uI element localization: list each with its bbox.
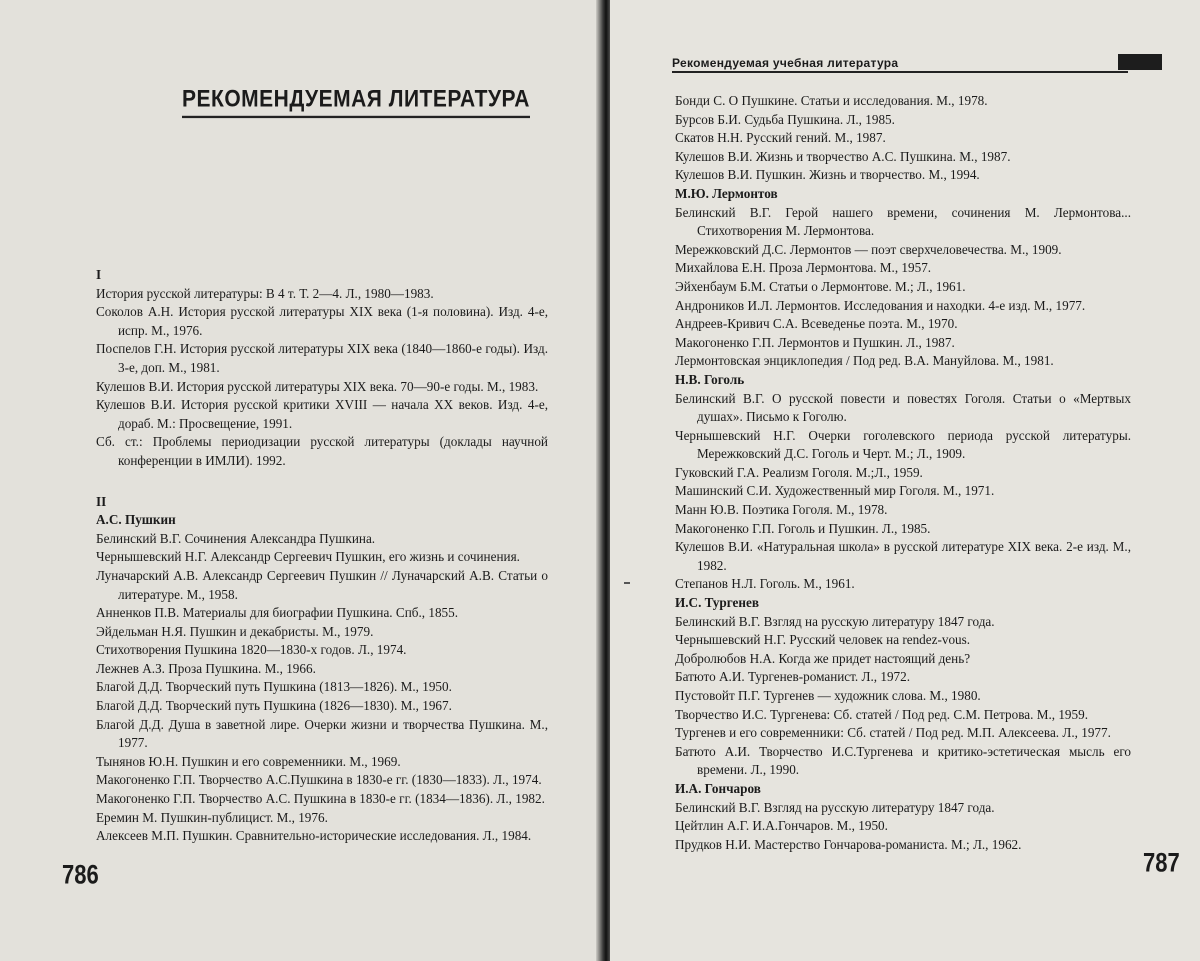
bib-entry: Кулешов В.И. «Натуральная школа» в русской литературе XIX века. 2-е изд. М., 1982. <box>675 539 1131 573</box>
page-number-left: 786 <box>62 859 99 890</box>
bib-entry: Белинский В.Г. Сочинения Александра Пушкина. <box>96 530 376 546</box>
author-heading-pushkin: А.С. Пушкин <box>96 512 176 528</box>
section-label-2: II <box>96 493 107 509</box>
bib-entry: Кулешов В.И. Пушкин. Жизнь и творчество. М., 1994. <box>675 167 980 183</box>
bib-entry: Макогоненко Г.П. Творчество А.С.Пушкина в 1830-е гг. (1830—1833). Л., 1974. <box>96 772 542 788</box>
bib-entry: Михайлова Е.Н. Проза Лермонтова. М., 1957. <box>675 260 932 276</box>
section-label-1: I <box>96 267 102 282</box>
bib-entry: Анненков П.В. Материалы для биографии Пушкина. Спб., 1855. <box>96 605 459 621</box>
margin-mark <box>624 582 630 584</box>
bib-entry: Благой Д.Д. Творческий путь Пушкина (1813—1826). М., 1950. <box>96 679 452 695</box>
running-head: Рекомендуемая учебная литература <box>672 56 1128 73</box>
bib-entry: Батюто А.И. Тургенев-романист. Л., 1972. <box>675 669 911 685</box>
right-column <box>675 92 1131 854</box>
bib-entry: Макогоненко Г.П. Творчество А.С. Пушкина в 1830-е гг. (1834—1836). Л., 1982. <box>96 791 545 807</box>
bib-entry: Кулешов В.И. Жизнь и творчество А.С. Пушкина. М., 1987. <box>675 148 1011 164</box>
bib-entry: Эйдельман Н.Я. Пушкин и декабристы. М., 1979. <box>96 623 374 639</box>
bib-entry: Машинский С.И. Художественный мир Гоголя. М., 1971. <box>675 483 995 499</box>
bib-entry: Скатов Н.Н. Русский гений. М., 1987. <box>675 130 886 146</box>
bib-entry: Соколов А.Н. История русской литературы XIX века (1-я половина). Изд. 4-е, испр. М., 1976. <box>96 304 548 338</box>
bib-entry: Белинский В.Г. Герой нашего времени, сочинения М. Лермонтова... Стихотворения М. Лермонтова. <box>675 204 1131 239</box>
bib-entry: Лежнев А.З. Проза Пушкина. М., 1966. <box>96 660 316 676</box>
bib-entry: Луначарский А.В. Александр Сергеевич Пушкин // Луначарский А.В. Статьи о литературе. М., 1958. <box>96 567 548 602</box>
bib-entry: Тынянов Ю.Н. Пушкин и его современники. М., 1969. <box>96 753 401 769</box>
bib-entry: Добролюбов Н.А. Когда же придет настоящий день? <box>675 650 971 666</box>
bib-entry: Творчество И.С. Тургенева: Сб. статей / Под ред. С.М. Петрова. М., 1959. <box>675 706 1089 722</box>
author-heading-gogol: Н.В. Гоголь <box>675 371 745 387</box>
bib-entry: Манн Ю.В. Поэтика Гоголя. М., 1978. <box>675 502 888 518</box>
bib-entry: Белинский В.Г. Взгляд на русскую литературу 1847 года. <box>675 799 995 815</box>
bib-entry: Андреев-Кривич С.А. Всеведенье поэта. М., 1970. <box>675 316 958 332</box>
author-heading-goncharov: И.А. Гончаров <box>675 780 761 796</box>
bib-entry: Бурсов Б.И. Судьба Пушкина. Л., 1985. <box>675 111 895 127</box>
author-heading-turgenev: И.С. Тургенев <box>675 595 759 611</box>
bib-entry: Макогоненко Г.П. Лермонтов и Пушкин. Л., 1987. <box>675 334 955 350</box>
bib-entry: Пустовойт П.Г. Тургенев — художник слова. М., 1980. <box>675 688 981 703</box>
bib-entry: Чернышевский Н.Г. Александр Сергеевич Пушкин, его жизнь и сочинения. <box>96 549 520 565</box>
bib-entry: Гуковский Г.А. Реализм Гоголя. М.;Л., 1959. <box>675 464 923 480</box>
bib-entry: Степанов Н.Л. Гоголь. М., 1961. <box>675 576 855 592</box>
author-heading-lermontov: М.Ю. Лермонтов <box>675 185 778 201</box>
bib-entry: Белинский В.Г. Взгляд на русскую литературу 1847 года. <box>675 613 995 629</box>
bib-entry: Кулешов В.И. История русской критики XVIII — начала XX веков. Изд. 4-е, дораб. М.: Просвещение, 1991. <box>96 397 548 431</box>
bib-entry: Белинский В.Г. О русской повести и повестях Гоголя. Статьи о «Мертвых душах». Письмо к Гоголю. <box>675 390 1131 425</box>
bib-entry: Лермонтовская энциклопедия / Под ред. В.А. Мануйлова. М., 1981. <box>675 353 1054 369</box>
bib-entry: Поспелов Г.Н. История русской литературы XIX века (1840—1860-е годы). Изд. 3-е, доп. М., 1981. <box>96 341 548 375</box>
bib-entry: Чернышевский Н.Г. Русский человек на rendez-vous. <box>675 632 971 648</box>
bib-entry: Благой Д.Д. Творческий путь Пушкина (1826—1830). М., 1967. <box>96 698 452 714</box>
bib-entry: Макогоненко Г.П. Гоголь и Пушкин. Л., 1985. <box>675 520 931 536</box>
bib-entry: Цейтлин А.Г. И.А.Гончаров. М., 1950. <box>675 818 888 834</box>
left-column <box>96 266 548 846</box>
bib-entry: Кулешов В.И. История русской литературы XIX века. 70—90-е годы. М., 1983. <box>96 378 539 394</box>
bib-entry: Батюто А.И. Творчество И.С.Тургенева и критико-эстетическая мысль его времени. Л., 1990. <box>675 743 1131 778</box>
bib-entry: Алексеев М.П. Пушкин. Сравнительно-исторические исследования. Л., 1984. <box>96 828 532 844</box>
bib-entry: Эйхенбаум Б.М. Статьи о Лермонтове. М.; Л., 1961. <box>675 278 966 294</box>
bib-entry: История русской литературы: В 4 т. Т. 2—4. Л., 1980—1983. <box>96 285 434 301</box>
page-number-right: 787 <box>1143 847 1180 878</box>
bib-entry: Тургенев и его современники: Сб. статей / Под ред. М.П. Алексеева. Л., 1977. <box>675 725 1111 741</box>
bib-entry: Еремин М. Пушкин-публицист. М., 1976. <box>96 809 328 825</box>
bib-entry: Мережковский Д.С. Лермонтов — поэт сверхчеловечества. М., 1909. <box>675 241 1062 257</box>
bib-entry: Прудков Н.И. Мастерство Гончарова-романиста. М.; Л., 1962. <box>675 836 1022 852</box>
running-head-bar <box>1118 54 1162 70</box>
bib-entry: Чернышевский Н.Г. Очерки гоголевского периода русской литературы. Мережковский Д.С. Гоголь и Черт. М.; Л., 1909. <box>675 427 1131 462</box>
bib-entry: Сб. ст.: Проблемы периодизации русской литературы (доклады научной конференции в ИМЛИ). 1992. <box>96 434 548 468</box>
bib-entry: Бонди С. О Пушкине. Статьи и исследования. М., 1978. <box>675 93 988 108</box>
page-heading: РЕКОМЕНДУЕМАЯ ЛИТЕРАТУРА <box>182 86 530 118</box>
bib-entry: Стихотворения Пушкина 1820—1830-х годов. Л., 1974. <box>96 642 407 658</box>
bib-entry: Андроников И.Л. Лермонтов. Исследования и находки. 4-е изд. М., 1977. <box>675 297 1086 313</box>
bib-entry: Благой Д.Д. Душа в заветной лире. Очерки жизни и творчества Пушкина. М., 1977. <box>96 716 548 751</box>
